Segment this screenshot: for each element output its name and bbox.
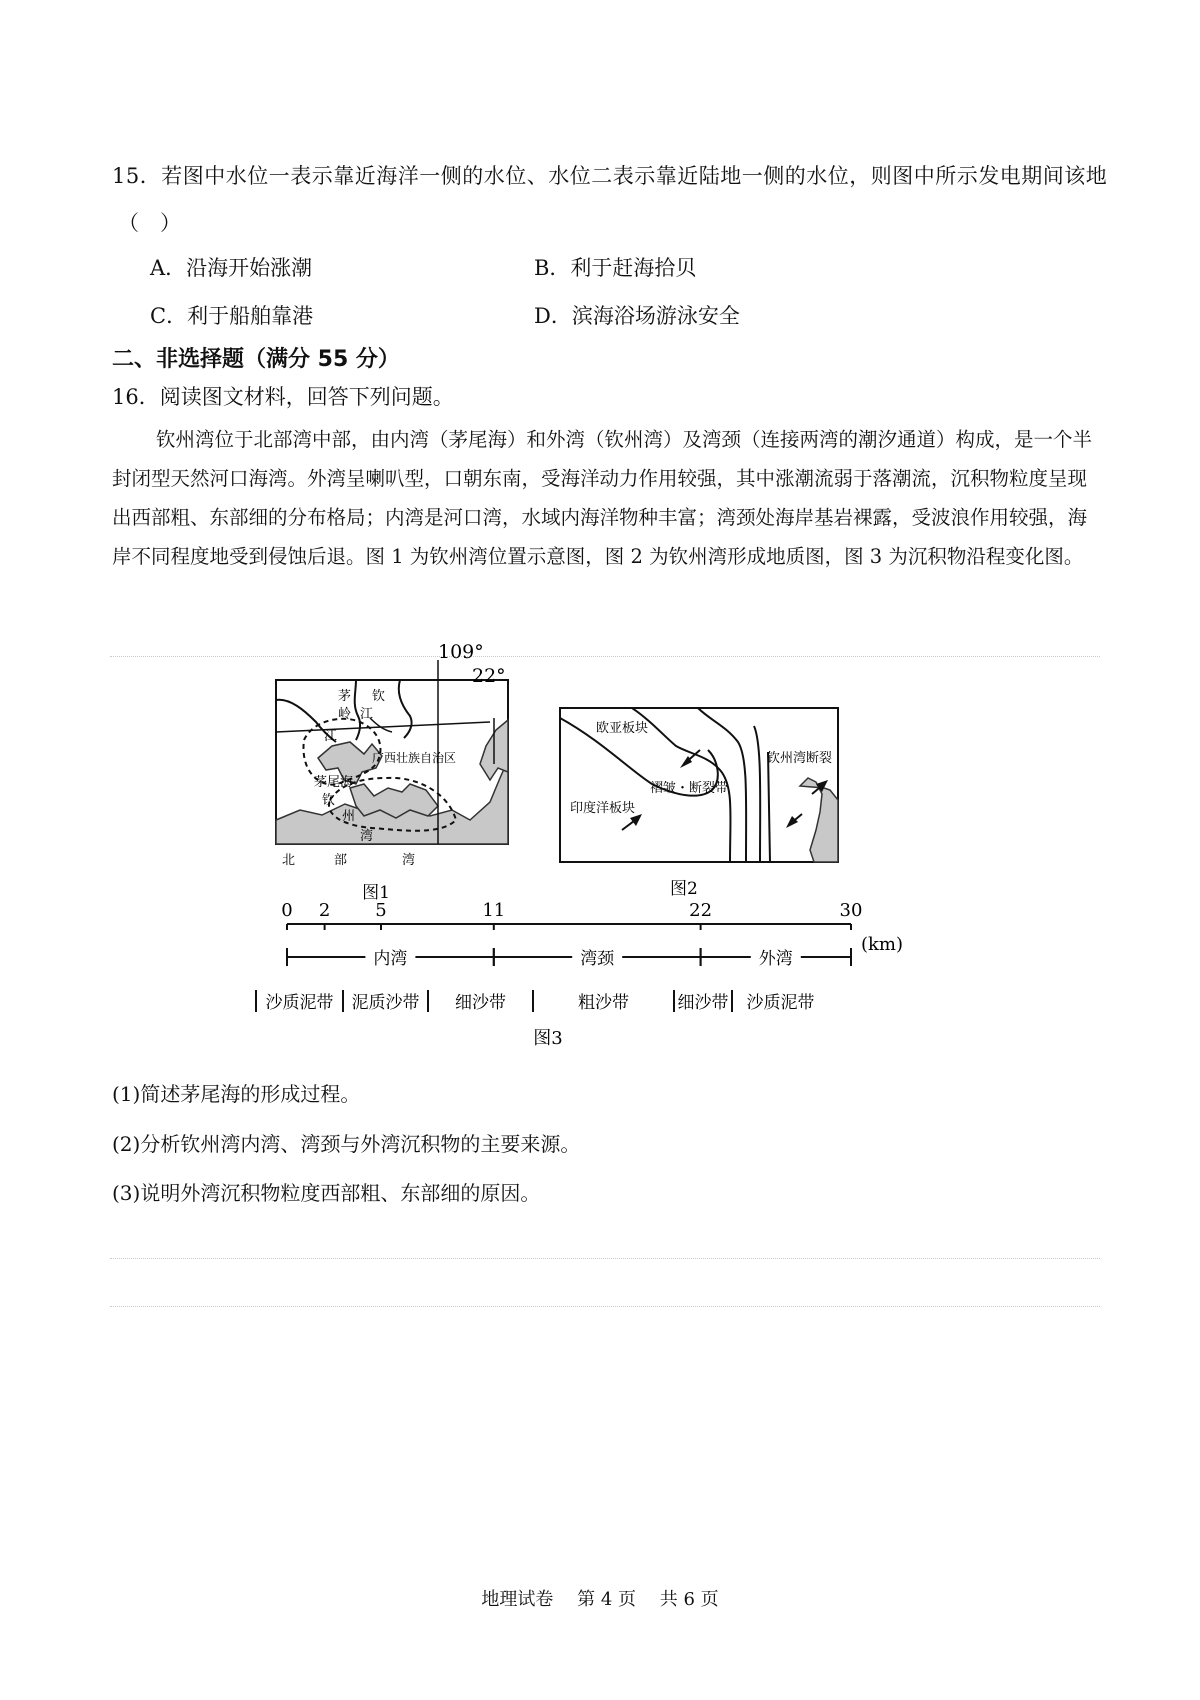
fig3-ticks [281,900,862,930]
fig3-zones [287,946,851,969]
fig3-tick-label-3: 11 [482,900,506,921]
fig3-belt-label-4: 细沙带 [677,993,729,1013]
fig3-tick-label-5: 30 [839,900,863,921]
q15-option-c[interactable]: C．利于船舶靠港 [150,304,314,328]
fig3-caption: 图3 [533,1028,563,1049]
fig1-lon-label: 109° [438,641,484,663]
fig1-label-region: 广西壮族自治区 [372,751,457,765]
fig1-lat-label: 22° [472,665,506,687]
footer-page: 第 4 页 [577,1589,636,1610]
fig1-label-jiang2: 江 [324,729,338,744]
figures-1-2 [260,641,940,920]
q16-subquestion-1: (1)简述茅尾海的形成过程。 [112,1082,361,1106]
fig2-label-eurasia: 欧亚板块 [596,721,649,736]
fig3-zone-label-2: 外湾 [758,949,793,969]
fig3-belt-label-2: 细沙带 [455,993,506,1013]
fig1-label-zhou: 州 [342,809,356,824]
q16-material [112,420,1100,576]
footer-total: 共 6 页 [659,1589,719,1610]
fig1-label-bu: 部 [334,853,348,868]
fig2-label-fold: 褶皱・断裂带 [650,781,729,796]
fig1-caption: 图1 [362,883,390,903]
q16-stem: 16．阅读图文材料，回答下列问题。 [112,385,454,409]
fig2-caption: 图2 [670,879,698,899]
answer-line-2 [110,1306,1100,1307]
fig3-belt-label-0: 沙质泥带 [265,993,334,1013]
footer-subject: 地理试卷 [481,1589,554,1610]
fig1-label-mao: 茅 [338,689,352,704]
fig1-label-bei: 北 [282,853,296,868]
fig3-belts [256,990,815,1013]
figure-2-geology [560,708,838,899]
fig2-label-fault: 钦州湾断裂 [767,751,833,766]
fig1-label-ling: 岭 [338,707,352,722]
fig3-tick-label-0: 0 [281,900,293,921]
fig3-belt-label-3: 粗沙带 [578,993,629,1013]
fig3-tick-label-4: 22 [689,900,713,921]
fig1-label-wan2: 湾 [402,853,416,868]
figure-3-sediment [250,900,910,1050]
fig3-belt-label-5: 沙质泥带 [746,993,815,1013]
fig3-zone-label-1: 湾颈 [580,949,615,969]
fig1-label-wan1: 湾 [360,829,374,844]
page-footer [0,1585,1200,1611]
q16-subquestion-2: (2)分析钦州湾内湾、湾颈与外湾沉积物的主要来源。 [112,1132,581,1156]
section-title: 二、非选择题（满分 55 分） [112,347,400,372]
fig3-unit: (km) [861,934,904,955]
fig1-label-qin1: 钦 [372,689,386,704]
fig3-tick-label-2: 5 [375,900,387,921]
q15-option-b[interactable]: B．利于赶海拾贝 [534,256,697,280]
fig3-zone-label-0: 内湾 [373,949,408,969]
q16-material-text: 钦州湾位于北部湾中部，由内湾（茅尾海）和外湾（钦州湾）及湾颈（连接两湾的潮汐通道）构成，是一个半封闭型天然河口海湾。外湾呈喇叭型，口朝东南，受海洋动力作用较强，其中涨潮流弱于落潮流，沉积物粒度呈现出西部粗、东部细的分布格局；内湾是河口湾，水域内海洋物种丰富；湾颈处海岸基岩裸露，受波浪作用较强，海岸不同程度地受到侵蚀后退。图 1 为钦州湾位置示意图，图 2 为钦州湾形成地质图，图 3 为沉积物沿程变化图。 [112,428,1093,568]
fig1-label-qin2: 钦 [322,793,336,808]
fig2-label-indian: 印度洋板块 [570,801,636,816]
fig3-tick-label-1: 2 [318,900,331,921]
figure-1-map [276,641,508,903]
q15-option-d[interactable]: D．滨海浴场游泳安全 [534,304,740,328]
answer-line-1 [110,1258,1100,1259]
fig1-label-jiang1: 江 [360,707,374,722]
q16-subquestion-3: (3)说明外湾沉积物粒度西部粗、东部细的原因。 [112,1181,541,1205]
q15-answer-bracket: （ ） [118,211,181,235]
fig1-label-maoweihai: 茅尾海 [314,775,354,790]
q15-stem: 15．若图中水位一表示靠近海洋一侧的水位、水位二表示靠近陆地一侧的水位，则图中所示发电期间该地 [112,164,1108,188]
q15-option-a[interactable]: A．沿海开始涨潮 [150,256,313,280]
dotted-divider [110,656,1100,657]
fig3-belt-label-1: 泥质沙带 [351,993,420,1013]
